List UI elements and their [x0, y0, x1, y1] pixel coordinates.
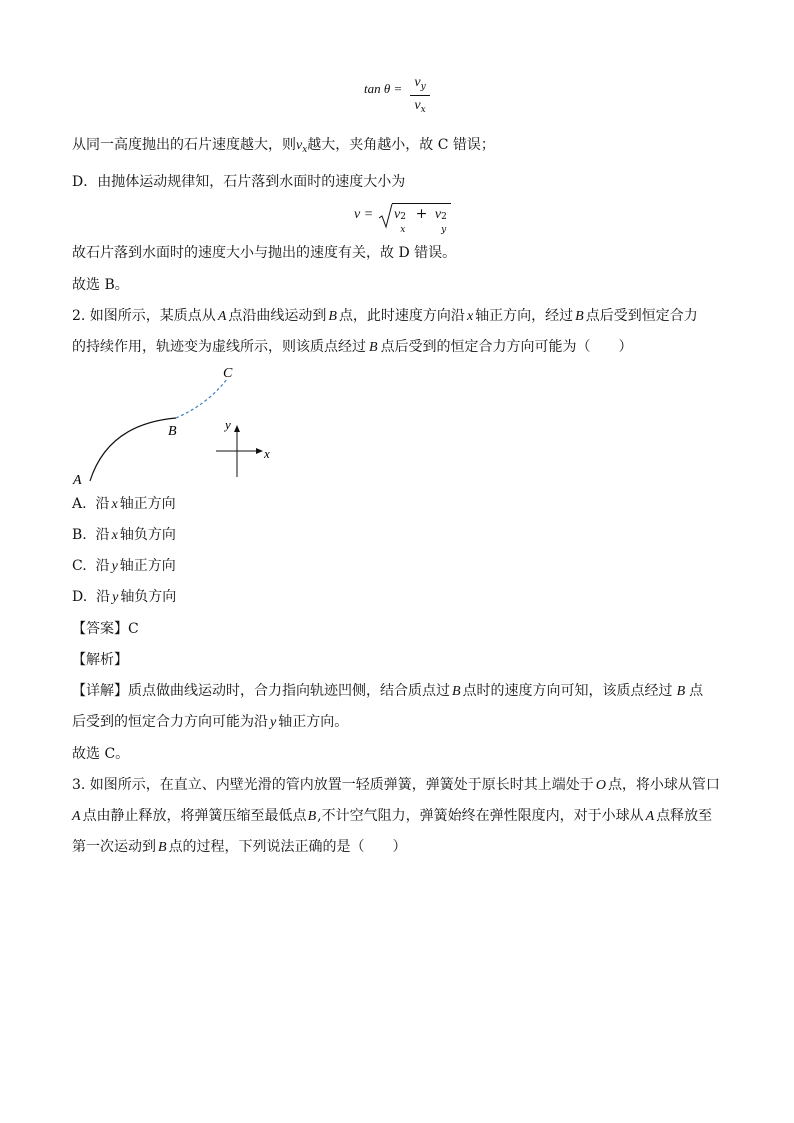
label-x: x — [264, 446, 270, 461]
analysis-tag: 【解析】 — [72, 652, 128, 668]
label-B: B — [168, 424, 177, 439]
dashed-trajectory — [176, 379, 227, 418]
question-3-line-2: A 点由静止释放，将弹簧压缩至最低点B,不计空气阻力，弹簧始终在弹性限度内，对于小球从 A 点释放至 — [72, 808, 713, 824]
label-C: C — [223, 366, 233, 381]
answer-tag: 【答案】 — [72, 621, 128, 637]
answer-value: C — [128, 621, 139, 637]
formula-lhs: tan θ = — [364, 81, 403, 96]
answer-line — [72, 619, 139, 639]
question-2-line-1: 2. 如图所示，某质点从 A 点沿曲线运动到 B 点，此时速度方向沿 x 轴正方向，经过 B 点后受到恒定合力 — [72, 308, 698, 324]
trajectory-figure — [68, 362, 298, 492]
question-3-line-1: 3. 如图所示，在直立、内壁光滑的管内放置一轻质弹簧，弹簧处于原长时其上端处于 O 点，将小球从管口 — [72, 777, 720, 793]
text-line-1: 从同一高度抛出的石片速度越大，则$v_x$越大，夹角越小，故 C 错误； — [72, 137, 495, 155]
label-A: A — [73, 473, 82, 488]
numerator: $v_y$ — [410, 74, 430, 96]
option-c: C. 沿 y 轴正方向 — [72, 558, 176, 574]
sqrt-radicand: v 2 x + v 2 y — [392, 203, 451, 223]
question-3-line-3: 第一次运动到 B 点的过程，下列说法正确的是（ ） — [72, 839, 407, 855]
detail-line-2: 后受到的恒定合力方向可能为沿 y 轴正方向。 — [72, 714, 349, 730]
denominator: $v_x$ — [414, 98, 426, 115]
choose-line: 故选 C。 — [72, 746, 130, 762]
y-arrow-icon — [234, 425, 240, 432]
text-line-2: D．由抛体运动规律知，石片落到水面时的速度大小为 — [72, 174, 406, 190]
option-a: A. 沿 x 轴正方向 — [72, 496, 176, 512]
question-2-line-2: 的持续作用，轨迹变为虚线所示，则该质点经过 B 点后受到的恒定合力方向可能为（ ） — [72, 339, 633, 355]
text-line-4: 故选 B。 — [72, 277, 129, 293]
label-y: y — [225, 417, 231, 432]
solid-trajectory — [90, 418, 176, 481]
text-line-3: 故石片落到水面时的速度大小与抛出的速度有关，故 D 错误。 — [72, 245, 457, 261]
detail-line-1: 【详解】质点做曲线运动时，合力指向轨迹凹侧，结合质点过 B 点时的速度方向可知，该质点经过 B 点 — [72, 683, 704, 699]
option-d: D. 沿 y 轴负方向 — [72, 589, 177, 605]
detail-tag: 【详解】 — [72, 683, 128, 699]
fraction — [410, 74, 430, 119]
option-b: B. 沿 x 轴负方向 — [72, 527, 176, 543]
x-arrow-icon — [256, 448, 263, 454]
